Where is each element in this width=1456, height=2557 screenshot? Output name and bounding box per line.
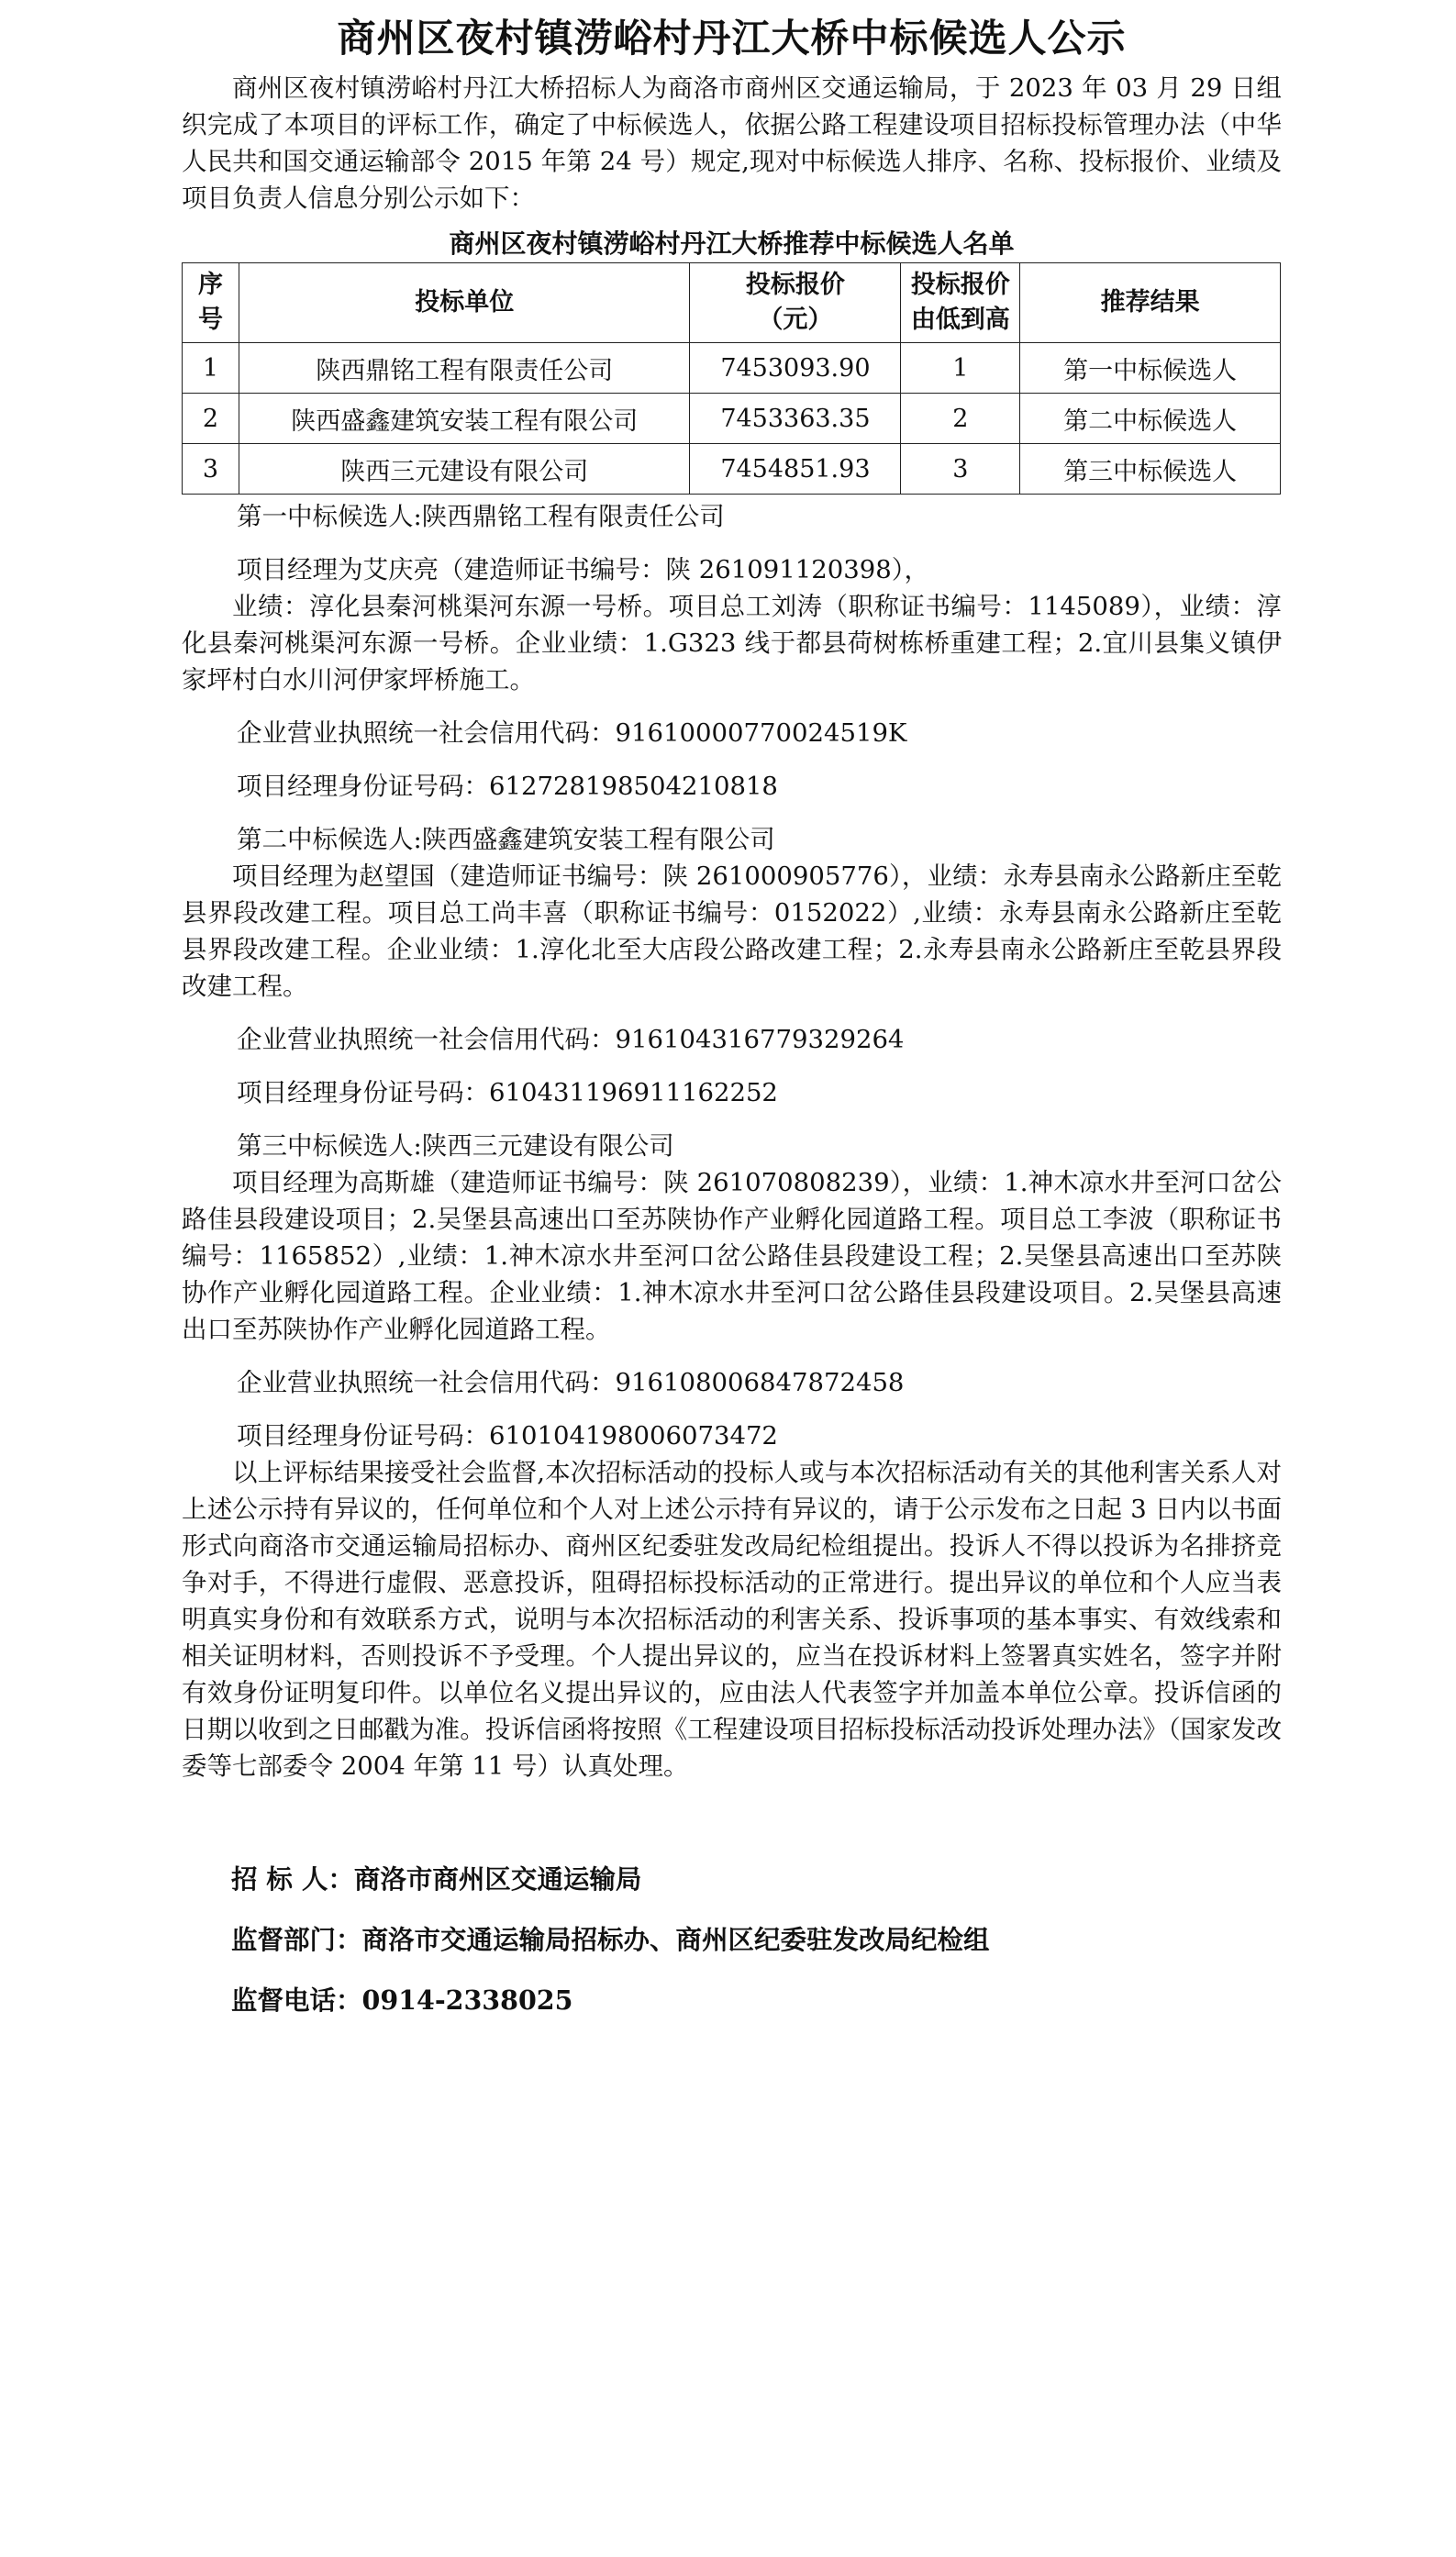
header-seq: 序号 [183,263,239,343]
candidate2-manager-id: 项目经理身份证号码：610431196911162252 [237,1078,778,1107]
supervision-phone-line: 监督电话：0914-2338025 [231,1984,573,2016]
cell-seq: 2 [183,394,239,444]
candidate3-performance: 项目经理为高斯雄（建造师证书编号：陕 261070808239），业绩：1.神木凉水井至河口岔公路佳县段建设项目；2.吴堡县高速出口至苏陕协作产业孵化园道路工程。项目总工李波（职称证书编号：1165852）,业绩：1.神木凉水井至河口岔公路佳县段建设工程；2.吴堡县高速出口至苏陕协作产业孵化园道路工程。企业业绩：1.神木凉水井至河口岔公路佳县段建设项目。2.吴堡县高速出口至苏陕协作产业孵化园道路工程。 [182,1168,1282,1344]
cell-bidder: 陕西鼎铭工程有限责任公司 [239,343,689,394]
table-header-row [183,263,1281,343]
cell-result: 第二中标候选人 [1020,394,1281,444]
candidate1-performance: 业绩：淳化县秦河桃渠河东源一号桥。项目总工刘涛（职称证书编号：1145089），业绩：淳化县秦河桃渠河东源一号桥。企业业绩：1.G323 线于都县荷树栋桥重建工程；2.宜川县集义镇伊家坪村白水川河伊家坪桥施工。 [182,592,1282,695]
cell-rank: 2 [901,394,1020,444]
candidate3-credit-code: 企业营业执照统一社会信用代码：916108006847872458 [237,1368,905,1397]
header-rank [901,263,1020,343]
table-row [183,444,1281,495]
cell-bidder: 陕西盛鑫建筑安装工程有限公司 [239,394,689,444]
cell-result: 第三中标候选人 [1020,444,1281,495]
cell-seq: 1 [183,343,239,394]
candidate1-credit-code: 企业营业执照统一社会信用代码：91610000770024519K [237,718,907,748]
header-rank-line2: 由低到高 [910,306,1010,334]
supervision-dept-line: 监督部门：商洛市交通运输局招标办、商州区纪委驻发改局纪检组 [231,1924,990,1955]
cell-price: 7454851.93 [690,444,901,495]
candidate3-manager-id: 项目经理身份证号码：610104198006073472 [237,1421,778,1451]
candidate1-manager: 项目经理为艾庆亮（建造师证书编号：陕 261091120398）， [237,555,929,584]
table-title: 商州区夜村镇涝峪村丹江大桥推荐中标候选人名单 [449,228,1015,259]
candidates-table [182,262,1281,495]
header-result: 推荐结果 [1020,263,1281,343]
page-title: 商州区夜村镇涝峪村丹江大桥中标候选人公示 [337,16,1127,61]
candidate1-manager-id: 项目经理身份证号码：612728198504210818 [237,772,778,801]
tenderer-line: 招 标 人：商洛市商州区交通运输局 [231,1863,642,1895]
header-price-line1: 投标报价 [745,271,845,299]
cell-price: 7453363.35 [690,394,901,444]
candidate2-credit-code: 企业营业执照统一社会信用代码：916104316779329264 [237,1025,905,1054]
cell-rank: 3 [901,444,1020,495]
contact-footer [182,1849,1282,2030]
cell-price: 7453093.90 [690,343,901,394]
header-price-line2: （元） [758,306,833,334]
header-bidder: 投标单位 [239,263,689,343]
table-row [183,343,1281,394]
cell-rank: 1 [901,343,1020,394]
intro-paragraph: 商州区夜村镇涝峪村丹江大桥招标人为商洛市商州区交通运输局，于 2023 年 03 月 29 日组织完成了本项目的评标工作，确定了中标候选人，依据公路工程建设项目招标投标管理办法（中华人民共和国交通运输部令 2015 年第 24 号）规定,现对中标候选人排序、名称、投标报价、业绩及项目负责人信息分别公示如下： [182,73,1282,213]
candidate1-heading: 第一中标候选人:陕西鼎铭工程有限责任公司 [237,502,725,531]
supervision-notice: 以上评标结果接受社会监督,本次招标活动的投标人或与本次招标活动有关的其他利害关系人对上述公示持有异议的，任何单位和个人对上述公示持有异议的，请于公示发布之日起 3 日内以书面形式向商洛市交通运输局招标办、商州区纪委驻发改局纪检组提出。投诉人不得以投诉为名排挤竞争对手，不得进行虚假、恶意投诉，阻碍招标投标活动的正常进行。提出异议的单位和个人应当表明真实身份和有效联系方式，说明与本次招标活动的利害关系、投诉事项的基本事实、有效线索和相关证明材料，否则投诉不予受理。个人提出异议的，应当在投诉材料上签署真实姓名，签字并附有效身份证明复印件。以单位名义提出异议的，应由法人代表签字并加盖本单位公章。投诉信函的日期以收到之日邮戳为准。投诉信函将按照《工程建设项目招标投标活动投诉处理办法》（国家发改委等七部委令 2004 年第 11 号）认真处理。 [182,1458,1282,1781]
cell-bidder: 陕西三元建设有限公司 [239,444,689,495]
candidate3-heading: 第三中标候选人:陕西三元建设有限公司 [237,1131,674,1161]
header-rank-line1: 投标报价 [910,271,1010,299]
candidate2-performance: 项目经理为赵望国（建造师证书编号：陕 261000905776），业绩：永寿县南永公路新庄至乾县界段改建工程。项目总工尚丰喜（职称证书编号：0152022）,业绩：永寿县南永公路新庄至乾县界段改建工程。企业业绩：1.淳化北至大店段公路改建工程；2.永寿县南永公路新庄至乾县界段改建工程。 [182,862,1282,1001]
header-price [690,263,901,343]
cell-result: 第一中标候选人 [1020,343,1281,394]
cell-seq: 3 [183,444,239,495]
candidate2-heading: 第二中标候选人:陕西盛鑫建筑安装工程有限公司 [237,825,775,854]
table-row [183,394,1281,444]
